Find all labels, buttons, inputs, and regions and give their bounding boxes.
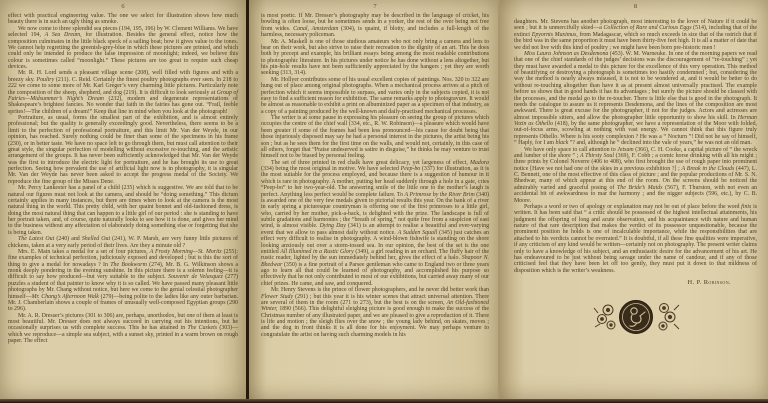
- paragraph: Mr. A. Maskell is one of those studious amateurs who not only bring a camera and lens to bear on their work, but also strive to raise their recreation to the dignity of an art. This he does both by precept and example, his brilliant essays being among the most readable contributions to photographic literature. In his pictures under notice he has done without a lens altogether, but his pin-hole results have not been sufficiently appreciated by the hangers ; yet they are worth seeking (313, 314).: [261, 38, 489, 77]
- scan-bottom-edge: [0, 399, 768, 403]
- page-7: [249, 0, 500, 399]
- paragraph: Mr. R. H. Lord sends a pleasant village scene (208), well filled with figures and with a breezy sky. Poultry (211). C. Reid. Certainly the finest poultry photographs ever seen. In 218 to 222 we come to some more of Mr. Karl Greger’s very charming little pictures. Particularly note the composition of the sheep, shepherd, and dog (219). It is difficult to look seriously at Group of Fairies—Midsummer’s Night’s Dream (232), modern and degenerate representations of Shakespeare’s brightest fancies. No wonder that faith in the fairies has gone out. “Frail, feeble sprites!—The children of a dream!” Keep that line in mind when you look at the photograph!: [8, 70, 239, 115]
- paragraph: Portraiture, as usual, forms the smallest part of the exhibition, and is almost entirely professional; but the quality is generally exceedingly good. Nevertheless, there seems to be a limit to the perfection of professional portraiture, and this limit Mr. Van der Weyde, in our opinion, has reached. Surely nothing could be finer than some of the specimens in his frame (230), or in better taste. We have no space left to go through them, but must call attention to their great style, the singular perfection of modelling without excessive re-touching, and the artistic arrangement of the groups. It has never been sufficiently acknowledged that Mr. Van der Weyde was the first to introduce the electric light for portraiture, and he has brought its use to great perfection. Seeing how prevalent the use of artificial light now is in photography, it is singular Mr. Van der Weyde has never been asked to accept the progress medal of the Society. We reproduce the fine group of the Misses Dene.: [8, 115, 238, 185]
- page-6: [0, 0, 249, 399]
- paragraph: We now come to three splendid sea pieces (194, 195, 196) by W. Clement Williams. We have selected 194, A Sea Dream, for illustration. Besides the general effect, notice how the composition culminates in the little black speck of a sailing boat; how it gives value to the tones. We cannot help regretting the greenish-grey-blue in which these pictures are printed, and which could only be intended to produce the false impression of moonlight; indeed, we believe this colour is sometimes called “moonlight.” These pictures are too great to require such cheap devices.: [8, 25, 238, 70]
- paragraph: Mr. Hollyer contributes some of his usual excellent copies of paintings. Nos. 320 to 322 are hung out of place among original photographs. When a mechanical process arrives at a pitch of perfection which it seems impossible to surpass, and varies only in the subjects copied, it is not easy to find a sufficient reason for exhibition. The same remarks apply to photogravure. It would be almost as reasonable to exhibit a print on albuminized paper as a specimen of that industry, as a copy of a painting produced by the well-known and daily-practised mechanical processes.: [261, 76, 489, 115]
- author-signature: H. P. Robinson.: [687, 279, 731, 286]
- tailpiece-ornament: [514, 296, 757, 340]
- cherub-medallion-with-roses-icon: [584, 296, 688, 340]
- paragraph: Mr. Percy Lankester has a panel of a child (235) which is suggestive. We are told that to be natural our figures must not look at the camera, and should be “doing something.” This dictum certainly applies in many instances, but there are times when to look at the camera is the most natural thing in the world. This pretty child, with her quaint bonnet and old-fashioned dress, is doing the most natural thing that can happen to a little girl of our period : she is standing to have her portrait taken, and, of course, quite naturally looks to see how it is done, and gives her mind to the business without any affectation of elaborately doing something else or forgetting that she is being taken.: [8, 185, 238, 236]
- paragraph: The writer is at some pause in expressing his pleasure on seeing the group of pictures which occupies the centre of the chief wall (334, etc., R. W. Robinson)—a pleasure which would have been greater if some of the frames had been less pronounced—his cause for doubt being that those injuriously disposed may say he had a personal interest in the pictures, the artist being his son ; but as he sees them for the first time on the walls, and would not, certainly, in this case of all others, forget that “Praise undeserved is satire in disguise,” he thinks he may venture to trust himself not to be biased by personal feeling.: [261, 115, 489, 160]
- paragraph: daughters. Mr. Stevens has another photograph, most interesting to the lover of Nature if it could be seen ; but it is unmercifully skied—a Collection of Rare and Curious Eggs (514), including that of the extinct Epyornis Maximus, from Madagascar, which so much exceeds in size that of the ostrich that if the bird was in the same proportion it must have been thirty-five feet high. It is all a matter of date that we did not live with this kind of poultry ; we might have been born pre-historic men !: [514, 19, 757, 51]
- paragraph: effect with practical engineering value. The one we select for illustration shows how much beauty there is in such an ugly thing as smoke.: [8, 13, 238, 26]
- paragraph: Mr. A. R. Dresser’s pictures (301 to 306) are, perhaps, unorthodox, but one of them at least is most beautiful. Mr. Dresser does not always succeed in carrying out his intentions, but he occasionally surprises us with complete success. This he has attained in The Caskets (303)—which we reproduce—a simple sea subject, with a sunset sky, printed in a warm brown on rough paper. The effect: [8, 312, 238, 345]
- page-number: 6: [121, 3, 125, 10]
- paragraph: We have only space to call attention to Jetsam (366), C. H. Cooke, a capital picture of “ the wreck and lumber of the shore ” ; A Thirsty Soul (369), F. Cobb ; a comic horse drinking with all his might ; three prints by Colonel Noverre (406 to 408), who first brought the use of rough paper into prominent notice [Have we not had one of the skies in a previous exhibition ?] ; A Break in the Clouds (447), L. C. Bennett, one of the most effective of this class of picture ; and the popular productions of Mr. S. N. Bhedwar, many of which appear at this end of the room. On the screens should be noticed the admirably varied and graceful posing of The Bride’s Maids (567), F. Thurston, with not even an accidental bit of awkwardness to mar the harmony ; and the nigger subjects (596, etc.), by C. B. Moore.: [514, 146, 758, 204]
- page-8-text: [514, 19, 757, 274]
- paragraph: Perhaps a word or two of apology or explanation may not be out of place before the word finis is written. It has been said that “ a critic should be possessed of the highest intellectual attainments, his judgment the offspring of long and acute observation, and his acquaintance with nature and human nature of that rare description that makes the verdict of its possessor unquestionable, because the prominent position he holds is one of incalculable importance, while the responsibilities that are attached to his verdicts cannot be overrated.” It is doubtful, if all these fine qualities were imperative, if any criticism of any kind would be written—certainly not on photography. The present writer claims only to have a knowledge of his subject, and an enthusiastic desire for the advancement of his art. He has endeavoured to be just without being savage under the name of candour, and if any of those criticised feel that they have been let off too gently, they must put it down to that mildness of disposition which is the writer’s weakness.: [514, 203, 757, 274]
- page-7-text: [261, 13, 489, 338]
- page-number: 7: [373, 3, 377, 10]
- page-number: 8: [633, 3, 638, 10]
- page-8: [500, 0, 768, 399]
- page-6-text: [8, 13, 238, 345]
- paragraph: is most poetic. If Mr. Dresser’s photography may be described in the language of cricket, his bowling is often loose, but he sometimes sends in a yorker, the rest of the over being not free from wides. Canal, Amsterdam (304), is quaint, if blotty, and includes a full-length of the harmless, necessary policeman.: [261, 13, 489, 39]
- paragraph: The Latest Out (240) and Shelled Out (241), W. P. Marsh, are very funny little pictures of chickens, taken at a very early period of their lives. Are they a minute old ?: [8, 236, 238, 249]
- paragraph: Miss Laura Johnson as Desdemona (453). W. M. Warneuke. In one of the morning papers we read that one of the chief standards of the judges’ decisions was the discouragement of “re-touching” ; yet they must have awarded a medal to this picture for the excellence of this very operation. This method of beautifying or destroying a photograph is sometimes too hastily condemned ; but, considering the way the method is nearly always misused, it is not to be wondered at, and it would be better to do without re-touching altogether than have it as at present almost universally practised. The example before us shows that in good hands it has its advantages ; but surely the picture should be classed with the processes, and the medal go to the re-toucher. There is little else that is good in the photograph. It needs the catalogue to assure us it represents Desdemona, and the lines of the composition are most awkward. There is great excuse for the photographer, if not for the judges. Actors and actresses are almost impossible sitters, and allow the photographer little opportunity to show his skill. In Herman Vezin as Othello (418), by the same photographer, we have a representation of the Moor with folded, out-of-focus arms, scowling at nothing with vast energy. We cannot think that this figure truly represents Othello. Where is his sooty complexion ? He was a “ Nocturn ”! Did not he say of himself, “ Haply, for I am black ”? and, although he “ declined into the vale of years,” he was not an old man.: [514, 50, 757, 147]
- paragraph: Mr. Henry Stevens is the prince of flower photographers, and he never did better work than Flower Study (291) ; but this year it is his winter scenes that attract universal attention. There are several of them in the room (271 to 273), but the best is on the screen, An Old-fashioned Winter, 1890 (566). This delightful sleighing picture is good enough to make the success of the Christmas number of any illustrated paper, and we are pleased to give a reproduction of it. There is life and motion ; the sleigh flies over the snow ; the young lady behind, on skates, moves ; and the dog in front thinks it is all done for his enjoyment. We may perhaps venture to congratulate the artist on having such charming models in his: [261, 287, 490, 338]
- paragraph: The set of three printed in red chalk have great delicacy, yet largeness of effect, Madora (334) being the most original in motive. We have selected Peep-bo (337) for illustration, as it is the most suitable for the process employed, and because there is a suggestion of humour in it which is rare in photography. A mother, putting her head suddenly through a hole in a gate, cries “Peep-bo” to her two-year-old. The answering smile of the little one to the mother’s laugh is perfect. Anything less perfect would be complete failure. To A Primrose by the River Brim (340) is awarded one of the very few medals given to pictorial results this year. On the bank of a river in early spring a picturesque countryman is offering one of the first primroses to a little girl, who, carried by her mother, pick-a-back, is delighted with the prize. The landscape is full of subtle gradations and harmonies ; the “breath of spring,” not quite free from a suspicion of east wind, is almost visible. Dying Day (341) is an attempt to realise a beautiful and ever-varying event that we allow to pass almost daily without notice. A Sudden Squall (345) just catches an effect very difficult to realise in photography. A wind-blown fishwife is standing on the shore looking anxiously out over a storm-tossed sea. In our opinion, the best of the set is the one entitled All Illumined in a Rustic Glory (349), a girl reading in an orchard. The fluffy hair of the rustic reader, lighted by the sun immediately behind her, gives the effect of a halo. Shapoor N. Bhedwar (350) is a fine portrait of a Parsee gentleman who came to England two or three years ago to learn all that could be learned of photography, and accomplished his purpose so effectively that he not only contributed to most of our exhibitions, but carried away many of our chief prizes. He came, and saw, and conquered.: [261, 159, 490, 287]
- paragraph: Mrs. E. Main takes a medal for a set of four pictures, A Frosty Morning—St. Moritz (255): fine examples of technical perfection, judiciously exposed and developed ; but is this the sort of thing to give a medal for nowadays ? In The Bookworm (274), Mr. B. G. Wilkinson shows a monk deeply pondering in the evening sunshine. In this picture there is a solemn feeling—it is difficult to say how produced—but very suitable to the subject. Souvenir de Velasquez (277) puzzles a student of that painter to know why it is so called. We have passed many pleasant little photographs by Mr. Chang without notice, but here we come to the genial celestial photographer himself—Mr. Chang’s Afternoon Walk (279)—being polite to the ladies like any outer barbarian. Mr. J. Chamberlain shows a couple of frames of unusually well-composed Egyptian groups (290 to 296).: [8, 248, 239, 313]
